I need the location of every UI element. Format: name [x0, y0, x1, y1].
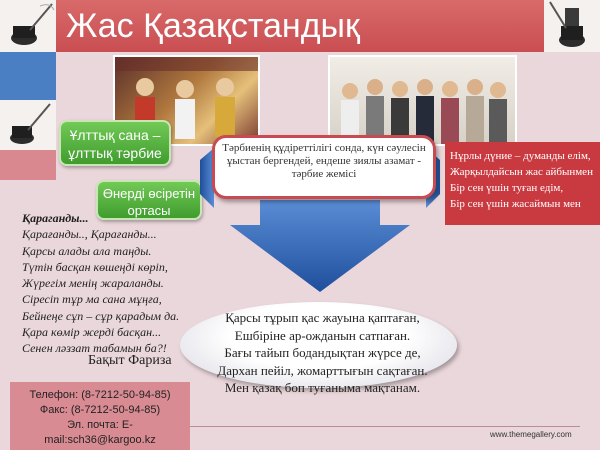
- poem-line: Қарсы алады ала таңды.: [22, 243, 152, 258]
- contact-phone: Телефон: (8-7212-50-94-85): [29, 389, 171, 401]
- art-environment-label: Өнерді өсіретін ортасы: [96, 180, 202, 220]
- decorative-blue-block: [0, 52, 56, 100]
- poem-excerpt-line: Бір сен үшін жасаймын мен: [450, 198, 581, 210]
- poem-line: Түтін басқан көшеңді көріп,: [22, 259, 168, 274]
- contact-fax: Факс: (8-7212-50-94-85): [39, 404, 161, 416]
- poem-excerpt-line: Жарқылдайсын жас айбынмен: [450, 166, 593, 178]
- poem-line: Қарағанды.., Қарағанды...: [22, 227, 157, 242]
- pride-verse: [190, 309, 455, 397]
- verse-line: Қарсы тұрып қас жауына қаптаған,: [225, 310, 420, 325]
- arrow-down-icon: [230, 200, 410, 292]
- poem-excerpt-line: Бір сен үшін туған едім,: [450, 182, 564, 194]
- poem-excerpt-line: Нұрлы дүние – думанды елім,: [450, 150, 591, 162]
- poem-title: Қараганды...: [22, 211, 89, 225]
- upbringing-quote-box: Тәрбиенің құдіреттілігі сонда, күн сәулесін ұыстан бергендей, ендеше зиялы азамат - тәрбие жемісі: [212, 135, 436, 199]
- photo-group-people: [328, 55, 517, 146]
- verse-line: Ешбіріне ар-ожданын сатпаған.: [234, 327, 411, 343]
- decorative-pink-block: [0, 150, 56, 180]
- verse-line: Дархан пейіл, жомарттығын сақтаған.: [217, 362, 428, 378]
- slide-title: Жас Қазақстандық: [66, 7, 360, 45]
- poem-line: Қара көмір жерді басқан...: [22, 325, 162, 340]
- verse-line: Мен қазақ боп туғаныма мақтанам.: [224, 380, 421, 395]
- verse-line: Бағы тайып бодандықтан жүрсе де,: [224, 345, 421, 360]
- ink-pen-icon: [544, 0, 600, 52]
- poem-line: Сіресіп тұр ма сана мұңға,: [22, 292, 162, 307]
- footer-divider: [190, 426, 580, 427]
- footer-url[interactable]: www.themegallery.com: [490, 430, 572, 439]
- contact-email[interactable]: mail:sch36@kargoo.kz: [44, 434, 156, 446]
- poem-excerpt-box: [445, 142, 600, 225]
- contact-info-box: [10, 382, 190, 450]
- national-consciousness-label: Ұлттық сана – ұлттық тәрбие: [59, 120, 171, 166]
- ink-pen-icon: [0, 100, 56, 150]
- poem-line: Сенен ләззат табамын ба?!: [22, 341, 167, 356]
- ink-pen-icon: [0, 0, 56, 52]
- poem-line: Жүрегім менің жараланды.: [22, 276, 164, 291]
- contact-email-label: Эл. почта: E-: [67, 419, 133, 431]
- poem-author: Бақыт Фариза: [88, 353, 172, 368]
- poem-line: Бейнеңе сұп – сұр қарадым да.: [22, 308, 180, 323]
